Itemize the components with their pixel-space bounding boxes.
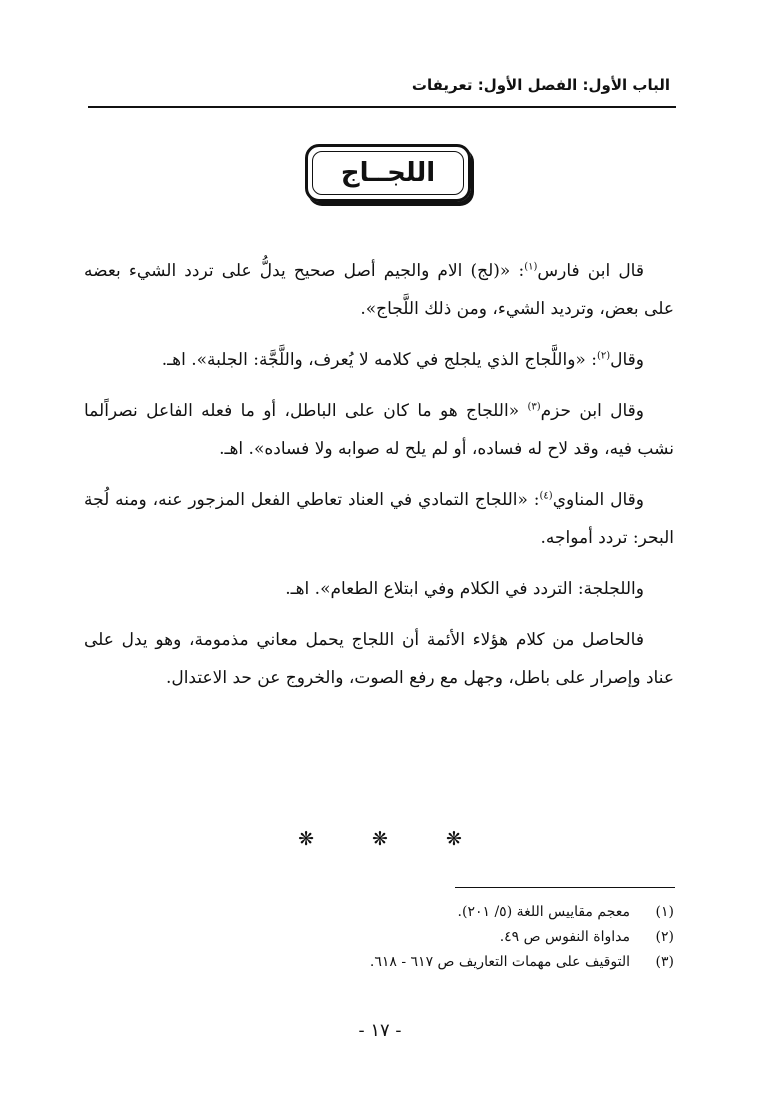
body-text xyxy=(84,252,674,697)
paragraph-text: قال ابن فارس xyxy=(537,261,644,281)
footnote-ref: (١) xyxy=(524,261,538,273)
section-ornament: ❋ ❋ ❋ xyxy=(298,828,488,850)
paragraph xyxy=(84,621,674,697)
footnote-ref: (٢) xyxy=(596,350,611,362)
paragraph xyxy=(84,252,674,328)
paragraph-text: واللجلجة: التردد في الكلام وفي ابتلاع الطعام». اهـ. xyxy=(285,579,644,599)
chapter-title: اللجــاج xyxy=(340,158,436,188)
footnote xyxy=(84,900,674,925)
running-head: الباب الأول: الفصل الأول: تعريفات xyxy=(411,76,670,94)
paragraph-text: : «واللَّجاج الذي يلجلج في كلامه لا يُعرف، واللَّجَّة: الجلبة». اهـ. xyxy=(161,350,597,370)
paragraph-text: فالحاصل من كلام هؤلاء الأئمة أن اللجاج يحمل معاني مذمومة، وهو يدل على عناد وإصرار على باطل، وجهل مع رفع الصوت، والخروج عن حد الاعتدال. xyxy=(84,630,674,688)
paragraph-text: : «(لج) الام والجيم أصل صحيح يدلُّ على تردد الشيء بعضه على بعض، وترديد الشيء، ومن ذلك اللَّجاج». xyxy=(84,261,674,319)
paragraph-text: وقال xyxy=(610,350,644,370)
footnote-ref: (٣) xyxy=(527,401,541,413)
footnotes xyxy=(84,900,674,975)
paragraph xyxy=(84,481,674,557)
footnote xyxy=(84,925,674,950)
footnote-ref: (٤) xyxy=(539,490,553,502)
paragraph-text: «اللجاج هو ما كان على الباطل، أو ما فعله الفاعل نصراًلما نشب فيه، وقد لاح له فساده، أو لم يلح له صوابه ولا فساده». اهـ. xyxy=(84,401,674,459)
paragraph-text: وقال المناوي xyxy=(552,490,644,510)
paragraph xyxy=(84,570,674,608)
footnote-text: مداواة النفوس ص ٤٩. xyxy=(499,929,630,945)
footnote xyxy=(84,950,674,975)
footnote-number: (١) xyxy=(655,904,674,920)
footnote-number: (٢) xyxy=(655,929,674,945)
paragraph xyxy=(84,341,674,379)
page-number: - ١٧ - xyxy=(358,1020,402,1041)
header-rule xyxy=(88,106,676,108)
paragraph xyxy=(84,392,674,468)
footnote-text: التوقيف على مهمات التعاريف ص ٦١٧ - ٦١٨. xyxy=(369,954,630,970)
paragraph-text: وقال ابن حزم xyxy=(540,401,645,421)
chapter-title-frame xyxy=(305,144,471,202)
footnote-rule xyxy=(455,887,675,888)
paragraph-text: : «اللجاج التمادي في العناد تعاطي الفعل المزجور عنه، ومنه لُجة البحر: تردد أمواجه. xyxy=(84,490,674,548)
footnote-number: (٣) xyxy=(655,954,674,970)
footnote-text: معجم مقاييس اللغة (٥/ ٢٠١). xyxy=(457,904,630,920)
